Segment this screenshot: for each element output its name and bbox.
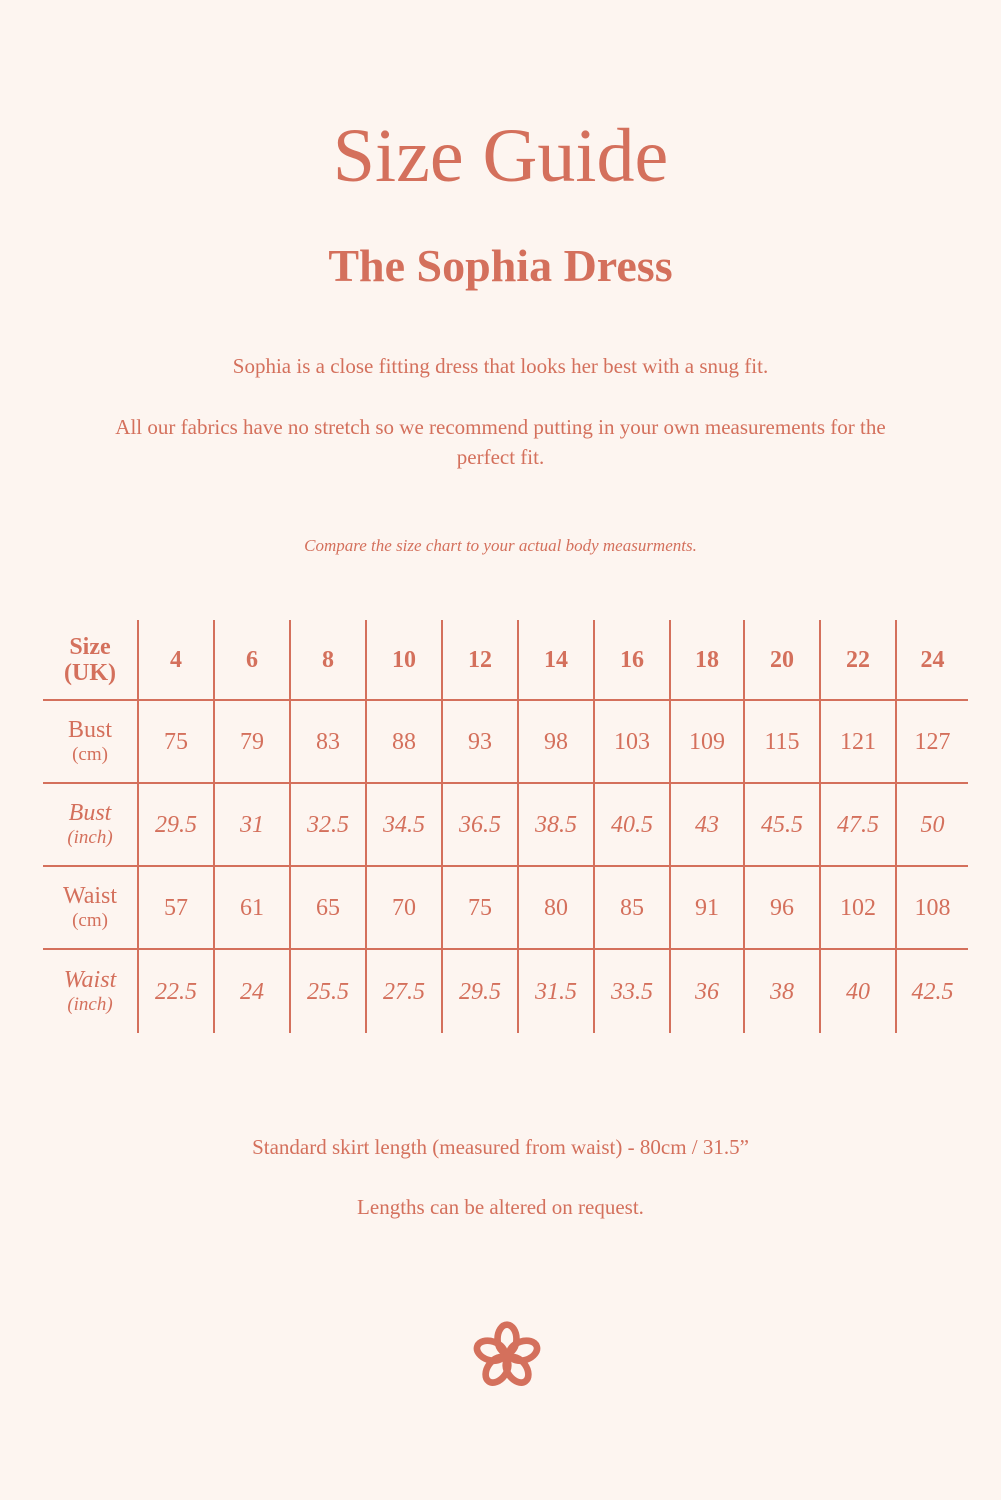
row-unit: (cm) (72, 743, 108, 765)
table-cell: 33.5 (611, 978, 653, 1005)
table-cell: 91 (695, 894, 719, 921)
row-unit: (inch) (67, 993, 113, 1015)
table-cell: 36.5 (459, 811, 501, 838)
row-label-waist-inch (43, 950, 137, 1033)
table-cell: 25.5 (307, 978, 349, 1005)
flower-icon (468, 1320, 546, 1392)
row-label-bust-cm (43, 701, 137, 782)
table-cell: 43 (695, 811, 719, 838)
table-cell: 61 (240, 894, 264, 921)
row-label-waist-cm (43, 867, 137, 948)
table-cell: 31 (240, 811, 264, 838)
size-table (43, 620, 968, 1033)
table-cell: 65 (316, 894, 340, 921)
table-cell: 29.5 (459, 978, 501, 1005)
table-cell: 115 (764, 728, 800, 755)
table-cell: 70 (392, 894, 416, 921)
table-cell: 108 (914, 894, 951, 921)
table-cell: 40.5 (611, 811, 653, 838)
size-heading: 16 (620, 646, 644, 673)
table-cell: 109 (689, 728, 725, 755)
size-header-label: Size (69, 633, 111, 660)
row-label: Waist (63, 966, 117, 993)
size-heading: 6 (246, 646, 258, 673)
size-header-unit: (UK) (64, 659, 116, 686)
page-subtitle: The Sophia Dress (328, 240, 673, 291)
table-cell: 32.5 (307, 811, 349, 838)
size-heading: 14 (544, 646, 568, 673)
size-header-cell (43, 620, 137, 699)
size-heading: 22 (846, 646, 870, 673)
table-cell: 83 (316, 728, 340, 755)
table-cell: 38 (770, 978, 794, 1005)
table-cell: 93 (468, 728, 492, 755)
row-unit: (inch) (67, 826, 113, 848)
table-cell: 22.5 (155, 978, 197, 1005)
table-cell: 103 (614, 728, 650, 755)
table-cell: 29.5 (155, 811, 197, 838)
table-cell: 38.5 (535, 811, 577, 838)
size-heading: 18 (695, 646, 719, 673)
table-cell: 57 (164, 894, 188, 921)
table-cell: 45.5 (761, 811, 803, 838)
size-heading: 4 (170, 646, 182, 673)
table-cell: 121 (840, 728, 876, 755)
table-cell: 50 (920, 811, 945, 838)
table-cell: 85 (620, 894, 644, 921)
table-cell: 24 (240, 978, 264, 1005)
table-cell: 96 (770, 894, 794, 921)
size-heading: 20 (770, 646, 794, 673)
size-heading: 24 (920, 646, 945, 673)
table-cell: 27.5 (383, 978, 425, 1005)
alteration-text: Lengths can be altered on request. (357, 1195, 644, 1219)
compare-note: Compare the size chart to your actual body measurments. (304, 536, 697, 555)
table-cell: 42.5 (911, 978, 954, 1005)
intro-fit-text: Sophia is a close fitting dress that looks her best with a snug fit. (232, 354, 769, 378)
table-cell: 75 (164, 728, 188, 755)
row-label-bust-inch (43, 784, 137, 865)
table-cell: 127 (914, 728, 951, 755)
table-cell: 36 (695, 978, 719, 1005)
row-label: Bust (68, 799, 112, 826)
table-cell: 80 (544, 894, 568, 921)
row-label: Bust (67, 716, 112, 743)
table-cell: 40 (846, 978, 870, 1005)
table-cell: 98 (544, 728, 568, 755)
size-heading: 10 (392, 646, 416, 673)
table-cell: 88 (392, 728, 416, 755)
table-cell: 34.5 (383, 811, 425, 838)
table-cell: 79 (240, 728, 264, 755)
intro-fabric-text: All our fabrics have no stretch so we recommend putting in your own measurements for the perfect fit. (115, 415, 886, 469)
page-title: Size Guide (332, 114, 669, 198)
size-heading: 8 (322, 646, 334, 673)
row-label: Waist (62, 882, 118, 909)
table-cell: 31.5 (535, 978, 577, 1005)
table-cell: 47.5 (837, 811, 879, 838)
table-cell: 75 (468, 894, 492, 921)
table-cell: 102 (840, 894, 876, 921)
skirt-length-text: Standard skirt length (measured from waist) - 80cm / 31.5” (252, 1135, 749, 1159)
row-unit: (cm) (72, 909, 108, 931)
size-heading: 12 (468, 646, 492, 673)
